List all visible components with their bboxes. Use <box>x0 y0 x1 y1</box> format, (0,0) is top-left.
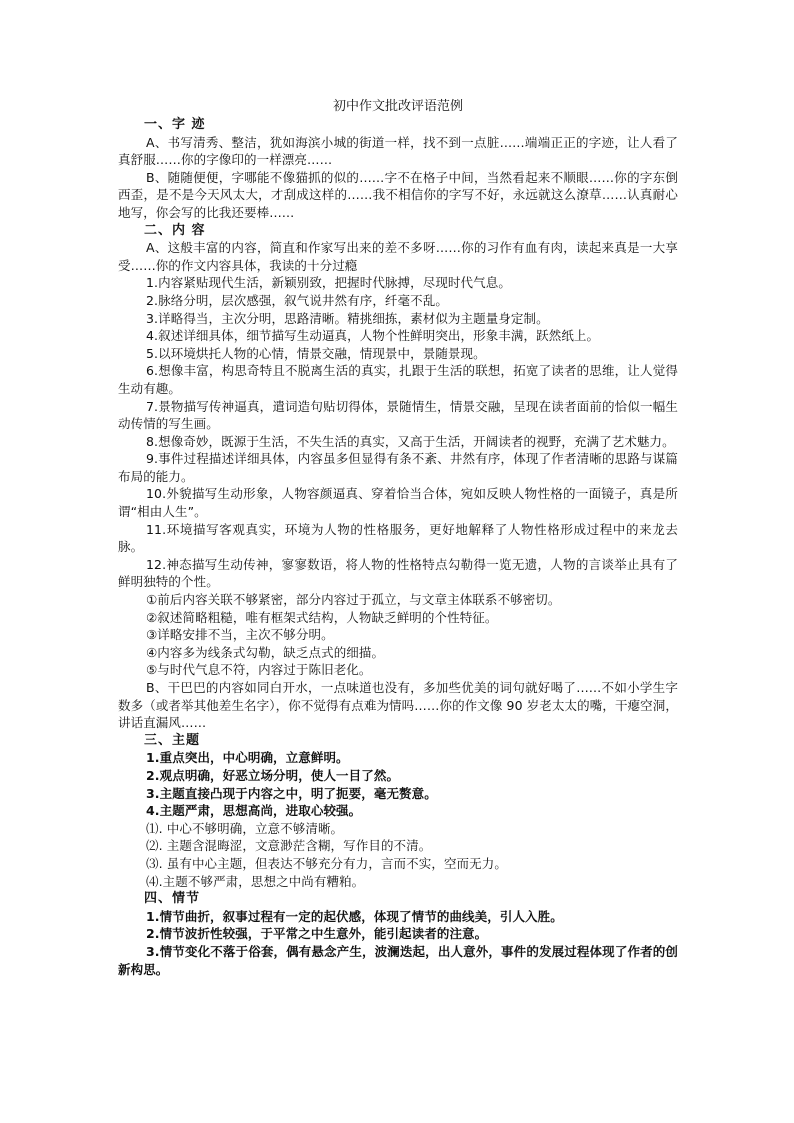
content-item: 11.环境描写客观真实，环境为人物的性格服务，更好地解释了人物性格形成过程中的来龙去脉。 <box>118 521 678 555</box>
section-heading-content: 二、内 容 <box>144 222 206 238</box>
content-item: 2.脉络分明，层次感强，叙气说井然有序，纤毫不乱。 <box>146 292 448 308</box>
content-item: 6.想像丰富，构思奇特且不脱离生活的真实，扎跟于生活的联想，拓宽了读者的思维，让人觉得生动有趣。 <box>118 363 678 396</box>
content-weak-item: ④内容多为线条式勾勒，缺乏点式的细描。 <box>146 644 385 660</box>
content-item: 4.叙述详细具体，细节描写生动逼真，人物个性鲜明突出，形象丰满，跃然纸上。 <box>146 328 600 344</box>
section-heading-plot: 四、情节 <box>144 891 201 907</box>
plot-item: 2.情节波折性较强，于平常之中生意外，能引起读者的注意。 <box>146 926 488 942</box>
content-item: 3.详略得当，主次分明，思路清晰。精挑细拣，素材似为主题量身定制。 <box>146 310 549 326</box>
content-item: 12.神态描写生动传神，寥寥数语，将人物的性格特点勾勒得一览无遗，人物的言谈举止具有了鲜明独特的个性。 <box>118 556 678 590</box>
theme-weak-item: ⑷.主题不够严肃，思想之中尚有糟粕。 <box>146 873 365 889</box>
content-weak-item: ③详略安排不当，主次不够分明。 <box>146 627 334 643</box>
content-item: 10.外貌描写生动形象，人物容颜逼真、穿着恰当合体，宛如反映人物性格的一面镜子，真是所谓“相由人生”。 <box>118 486 678 520</box>
theme-good-item: 3.主题直接凸现于内容之中，明了扼要，毫无赘意。 <box>146 785 437 801</box>
content-item: 9.事件过程描述详细具体，内容虽多但显得有条不紊、井然有序，体现了作者清晰的思路与谋篇布局的能力。 <box>118 451 678 484</box>
document-page <box>118 98 678 978</box>
content-weak-item: ②叙述简略粗糙，唯有框架式结构，人物缺乏鲜明的个性特征。 <box>146 609 498 625</box>
plot-item: 1.情节曲折，叙事过程有一定的起伏感，体现了情节的曲线美，引人入胜。 <box>146 908 563 924</box>
content-weak-item: ①前后内容关联不够紧密，部分内容过于孤立，与文章主体联系不够密切。 <box>146 592 561 608</box>
content-item: 8.想像奇妙，既源于生活，不失生活的真实，又高于生活，开阔读者的视野，充满了艺术魅力。 <box>146 433 675 449</box>
content-item: 1.内容紧贴现代生活，新颖别致，把握时代脉搏，尽现时代气息。 <box>146 275 511 291</box>
content-item: 5.以环境烘托人物的心情，情景交融，情现景中，景随景现。 <box>146 345 486 361</box>
theme-weak-item: ⑴. 中心不够明确，立意不够清晰。 <box>146 820 344 836</box>
content-comment-a: A、这般丰富的内容，简直和作家写出来的差不多呀……你的习作有血有肉，读起来真是一大享受……你的作文内容具体，我读的十分过瘾 <box>118 240 678 273</box>
theme-good-item: 1.重点突出，中心明确，立意鲜明。 <box>146 750 349 766</box>
handwriting-comment-b: B、随随便便，字哪能不像猫抓的似的……字不在格子中间，当然看起来不顺眼……你的字东倒西歪，是不是今天风太大，才刮成这样的……我不相信你的字写不好，永远就这么潦草……认真耐心地写，你会写的比我还要棒…… <box>118 169 678 220</box>
document-title: 初中作文批改评语范例 <box>332 99 463 114</box>
section-heading-handwriting: 一、字 迹 <box>144 117 206 132</box>
handwriting-comment-a: A、书写清秀、整洁，犹如海滨小城的街道一样，找不到一点脏……端端正正的字迹，让人看了真舒服……你的字像印的一样漂亮…… <box>118 134 678 168</box>
plot-item: 3.情节变化不落于俗套，偶有悬念产生，波澜迭起，出人意外，事件的发展过程体现了作者的创新构思。 <box>118 943 678 977</box>
theme-good-item: 2.观点明确，好恶立场分明，使人一目了然。 <box>146 767 400 783</box>
theme-weak-item: ⑶. 虽有中心主题，但表达不够充分有力，言而不实，空而无力。 <box>146 855 507 871</box>
content-comment-b: B、干巴巴的内容如同白开水，一点味道也没有，多加些优美的词句就好喝了……不如小学生字数多（或者举其他差生名字），你不觉得有点难为情吗……你的作文像 90 岁老太太的嘴，干瘪空洞，讲话直漏风…… <box>118 680 678 731</box>
theme-weak-item: ⑵. 主题含混晦涩，文意渺茫含糊，写作目的不清。 <box>146 838 432 854</box>
section-heading-theme: 三、主题 <box>144 732 201 748</box>
content-weak-item: ⑤与时代气息不符，内容过于陈旧老化。 <box>146 662 372 678</box>
content-item: 7.景物描写传神逼真，遣词造句贴切得体，景随情生，情景交融，呈现在读者面前的恰似一幅生动传情的写生画。 <box>118 398 678 432</box>
theme-good-item: 4.主题严肃，思想高尚，进取心较强。 <box>146 803 362 819</box>
